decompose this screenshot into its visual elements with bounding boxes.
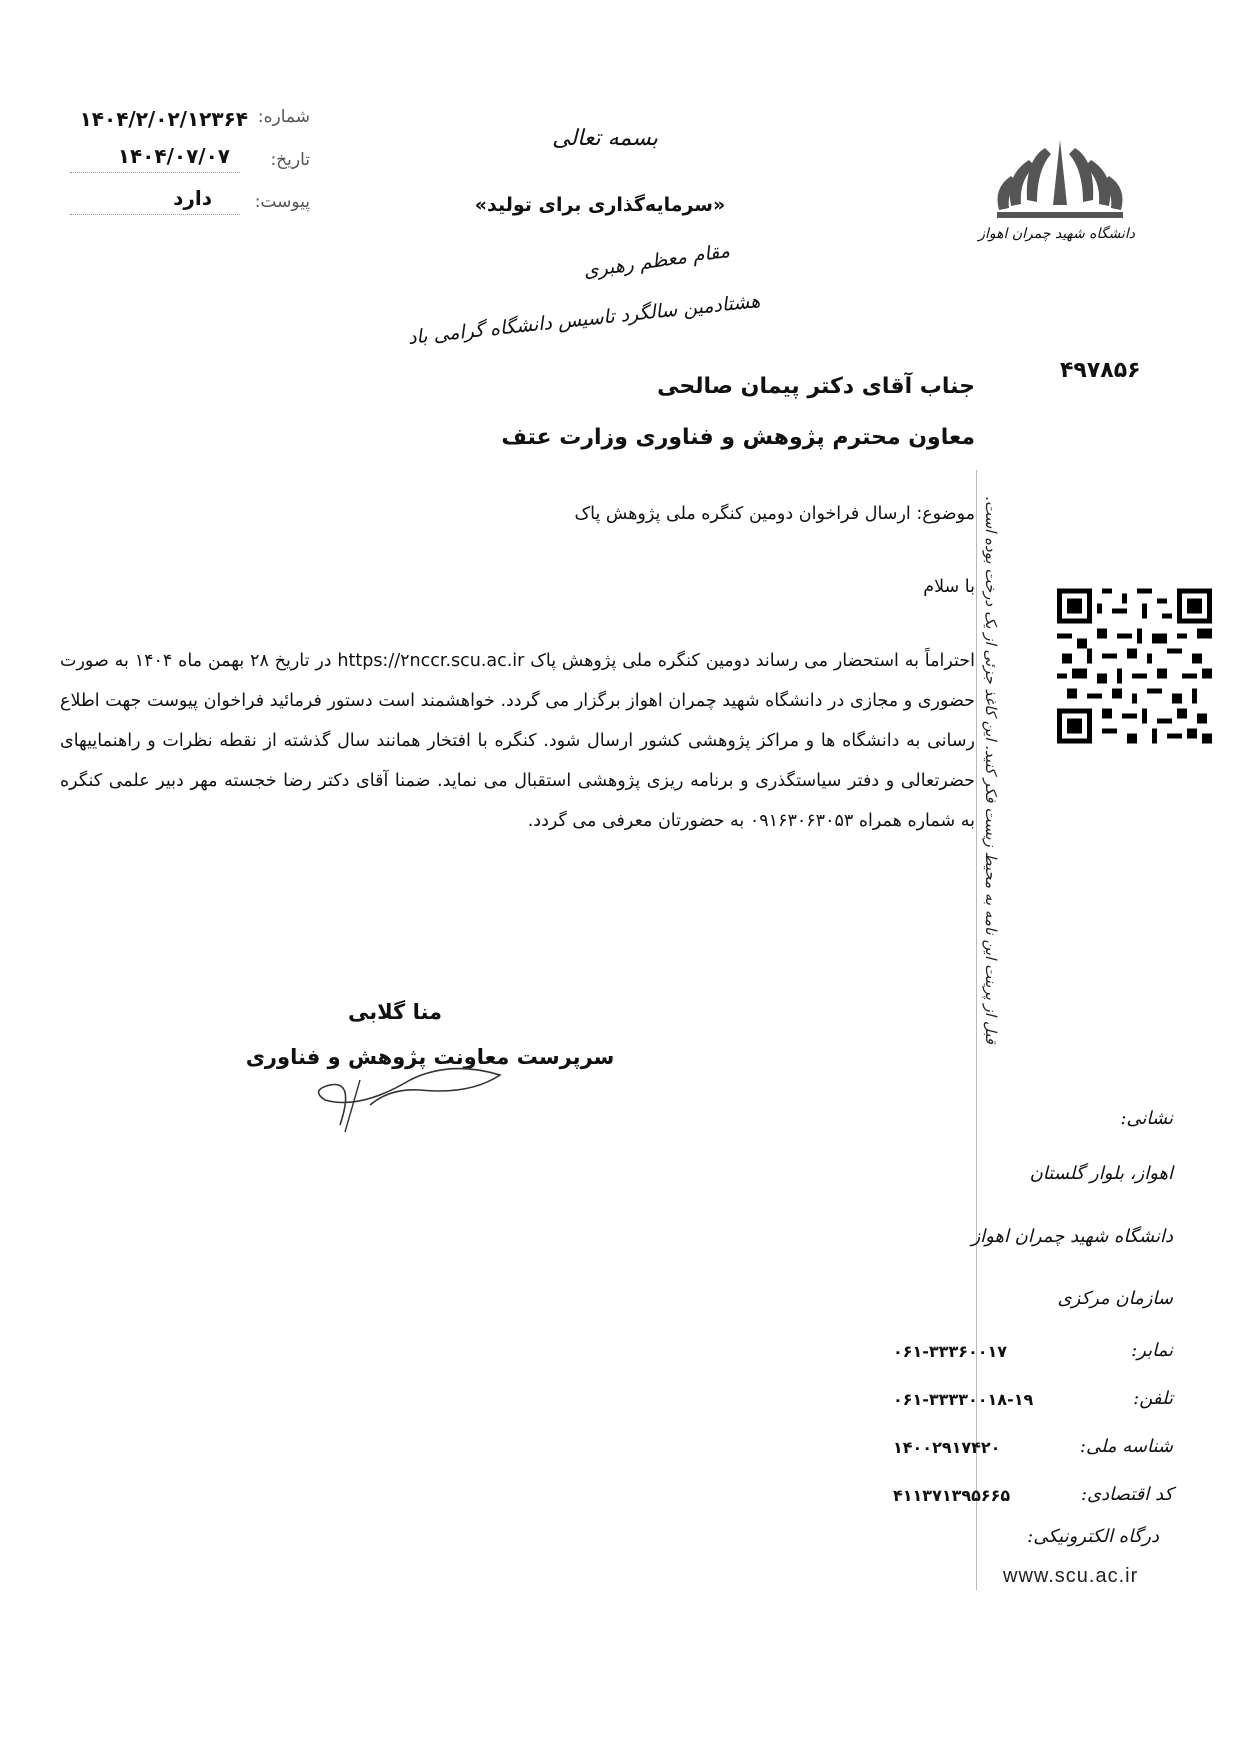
date-label: تاریخ: xyxy=(270,150,310,170)
besmeh: بسمه تعالی xyxy=(552,126,658,151)
anniversary-calligraphy xyxy=(390,239,762,349)
national-id-value: ۱۴۰۰۲۹۱۷۴۲۰ xyxy=(893,1438,1001,1457)
address-line1: اهواز، بلوار گلستان xyxy=(1029,1163,1173,1184)
fax-value: ۰۶۱-۳۳۳۶۰۰۱۷ xyxy=(893,1342,1008,1361)
anniversary-text: هشتادمین سالگرد تاسیس دانشگاه گرامی باد xyxy=(406,290,762,349)
university-emblem-icon xyxy=(985,130,1135,230)
attachment-dots xyxy=(70,214,240,215)
number-label: شماره: xyxy=(257,107,310,127)
meta-number xyxy=(60,107,310,137)
recipient-title: معاون محترم پژوهش و فناوری وزارت عتف xyxy=(501,425,975,450)
greeting: با سلام xyxy=(923,577,975,597)
fax-row xyxy=(873,1340,1173,1370)
eco-note: قبل از پرینت این نامه به محیط زیست فکر کنید. این کاغذ جزئی از یک درخت بوده است. xyxy=(982,496,1000,1044)
subject-line: موضوع: ارسال فراخوان دومین کنگره ملی پژوهش پاک xyxy=(574,504,975,524)
leader-text: مقام معظم رهبری xyxy=(581,239,731,283)
letter-body-text: احتراماً به استحضار می رساند دومین کنگره ملی پژوهش پاک https://۲nccr.scu.ac.ir در تاریخ ۲۸ بهمن ماه ۱۴۰۴ به صورت حضوری و مجازی در دانشگاه شهید چمران اهواز برگزار می گردد. خواهشمند است دستور فرمائید فراخوان پیوست جهت اطلاع رسانی به دانشگاه ها و مراکز پژوهشی کشور ارسال شود. کنگره با افتخار همانند سال گذشته از نقطه نظرات و راهنماییهای حضرتعالی و دفتر سیاستگذری و برنامه ریزی پژوهشی استقبال می نماید. ضمنا آقای دکتر رضا خجسته مهر دبیر علمی کنگره به شماره همراه ۰۹۱۶۳۰۶۳۰۵۳ به حضورتان معرفی می گردد. xyxy=(60,651,975,831)
number-value: ۱۴۰۴/۲/۰۲/۱۲۳۶۴ xyxy=(79,107,248,131)
date-value: ۱۴۰۴/۰۷/۰۷ xyxy=(117,144,230,168)
meta-date xyxy=(60,144,310,180)
qr-code-icon xyxy=(1057,587,1212,745)
phone-row xyxy=(873,1388,1173,1418)
signatory-title: سرپرست معاونت پژوهش و فناوری xyxy=(245,1045,615,1069)
attachment-value: دارد xyxy=(173,186,212,210)
slogan: «سرمایه‌گذاری برای تولید» xyxy=(474,194,726,216)
phone-value: ۰۶۱-۳۳۳۳۰۰۱۸-۱۹ xyxy=(893,1390,1034,1409)
address-label: نشانی: xyxy=(1120,1108,1173,1129)
letter-body xyxy=(60,641,975,841)
national-id-label: شناسه ملی: xyxy=(1079,1436,1173,1457)
phone-label: تلفن: xyxy=(1133,1388,1173,1409)
handwritten-signature-icon xyxy=(300,1040,520,1140)
national-id-row xyxy=(873,1436,1173,1466)
date-dots xyxy=(70,172,240,173)
university-logo xyxy=(978,130,1135,250)
fax-label: نمابر: xyxy=(1131,1340,1173,1361)
meta-attachment xyxy=(60,186,310,222)
economic-code-row xyxy=(873,1484,1173,1514)
address-line3: سازمان مرکزی xyxy=(1057,1288,1173,1309)
economic-code-value: ۴۱۱۳۷۱۳۹۵۶۶۵ xyxy=(893,1486,1011,1505)
website-link[interactable]: www.scu.ac.ir xyxy=(1003,1565,1139,1587)
address-line2: دانشگاه شهید چمران اهواز xyxy=(971,1226,1173,1247)
document-code: ۴۹۷۸۵۶ xyxy=(1060,358,1141,383)
university-name: دانشگاه شهید چمران اهواز xyxy=(978,226,1135,242)
recipient-name: جناب آقای دکتر پیمان صالحی xyxy=(657,374,975,399)
attachment-label: پیوست: xyxy=(254,192,310,212)
portal-label: درگاه الکترونیکی: xyxy=(1027,1526,1159,1547)
signatory-name: منا گلابی xyxy=(347,1000,443,1024)
economic-code-label: کد اقتصادی: xyxy=(1080,1484,1173,1505)
